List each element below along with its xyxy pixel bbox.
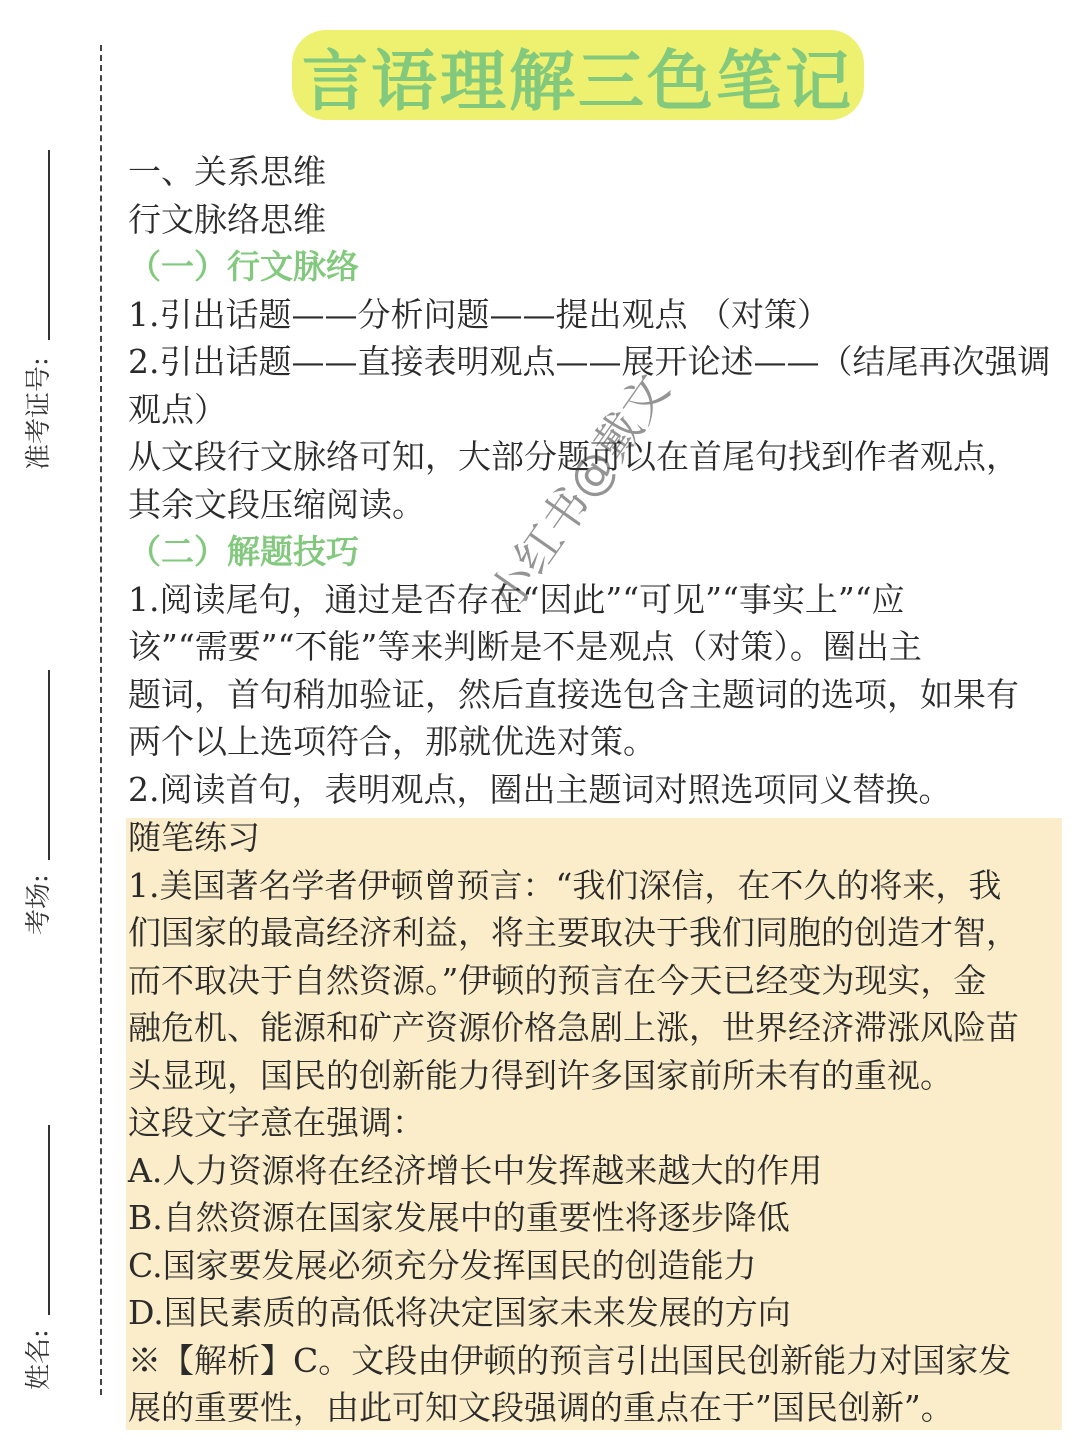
practice-title: 随笔练习 <box>128 818 260 857</box>
name-line <box>48 1125 50 1315</box>
section-subtitle: 行文脉络思维 <box>128 199 326 239</box>
question-stem: 这段文字意在强调： <box>128 1103 425 1142</box>
note-line: 1.阅读尾句，通过是否存在“因此”“可见”“事实上”“应 <box>128 579 905 619</box>
question-line: 头显现，国民的创新能力得到许多国家前所未有的重视。 <box>128 1055 953 1095</box>
note-line: 2.引出话题——直接表明观点——展开论述——（结尾再次强调 <box>128 342 1051 381</box>
name-label: 姓名: <box>24 1329 54 1390</box>
heading-solving-tips: （二）解题技巧 <box>128 532 359 571</box>
option-c: C.国家要发展必须充分发挥国民的创造能力 <box>128 1245 757 1285</box>
note-line: 该”“需要”“不能”等来判断是不是观点（对策）。圈出主 <box>128 627 922 666</box>
note-line: 题词，首句稍加验证，然后直接选包含主题词的选项，如果有 <box>128 674 1019 714</box>
question-line: 融危机、能源和矿产资源价格急剧上涨，世界经济滞涨风险苗 <box>128 1008 1019 1047</box>
analysis-line: 展的重要性，由此可知文段强调的重点在于”国民创新”。 <box>128 1388 954 1427</box>
exam-room-line <box>48 670 50 860</box>
note-line: 两个以上选项符合，那就优选对策。 <box>128 722 656 761</box>
note-line: 1.引出话题——分析问题——提出观点 （对策） <box>128 294 830 334</box>
page-title: 言语理解三色笔记 <box>302 41 854 120</box>
option-d: D.国民素质的高低将决定国家未来发展的方向 <box>128 1293 791 1332</box>
exam-id-line <box>48 150 50 340</box>
note-line: 从文段行文脉络可知，大部分题可以在首尾句找到作者观点， <box>128 437 1019 476</box>
section-heading: 一、关系思维 <box>128 152 326 191</box>
question-line: 们国家的最高经济利益，将主要取决于我们同胞的创造才智， <box>128 913 1019 952</box>
option-a: A.人力资源将在经济增长中发挥越来越大的作用 <box>128 1150 823 1190</box>
exam-id-label: 准考证号: <box>24 357 54 470</box>
note-line: 其余文段压缩阅读。 <box>128 484 425 524</box>
title-banner <box>292 30 864 120</box>
note-line: 2.阅读首句，表明观点，圈出主题词对照选项同义替换。 <box>128 769 952 809</box>
question-line: 而不取决于自然资源。”伊顿的预言在今天已经变为现实，金 <box>128 960 987 1000</box>
exam-margin <box>0 0 100 1440</box>
practice-content <box>128 814 1052 1432</box>
exam-room-label: 考场: <box>24 874 54 935</box>
watermark: 小红书@戴文 <box>477 364 680 622</box>
heading-writing-flow: （一）行文脉络 <box>128 247 359 286</box>
question-line: 1.美国著名学者伊顿曾预言：“我们深信，在不久的将来，我 <box>128 865 1002 905</box>
option-b: B.自然资源在国家发展中的重要性将逐步降低 <box>128 1198 790 1237</box>
note-line: 观点） <box>128 389 227 429</box>
analysis-line: ※【解析】C。文段由伊顿的预言引出国民创新能力对国家发 <box>128 1340 1012 1380</box>
cut-line <box>100 45 102 1395</box>
